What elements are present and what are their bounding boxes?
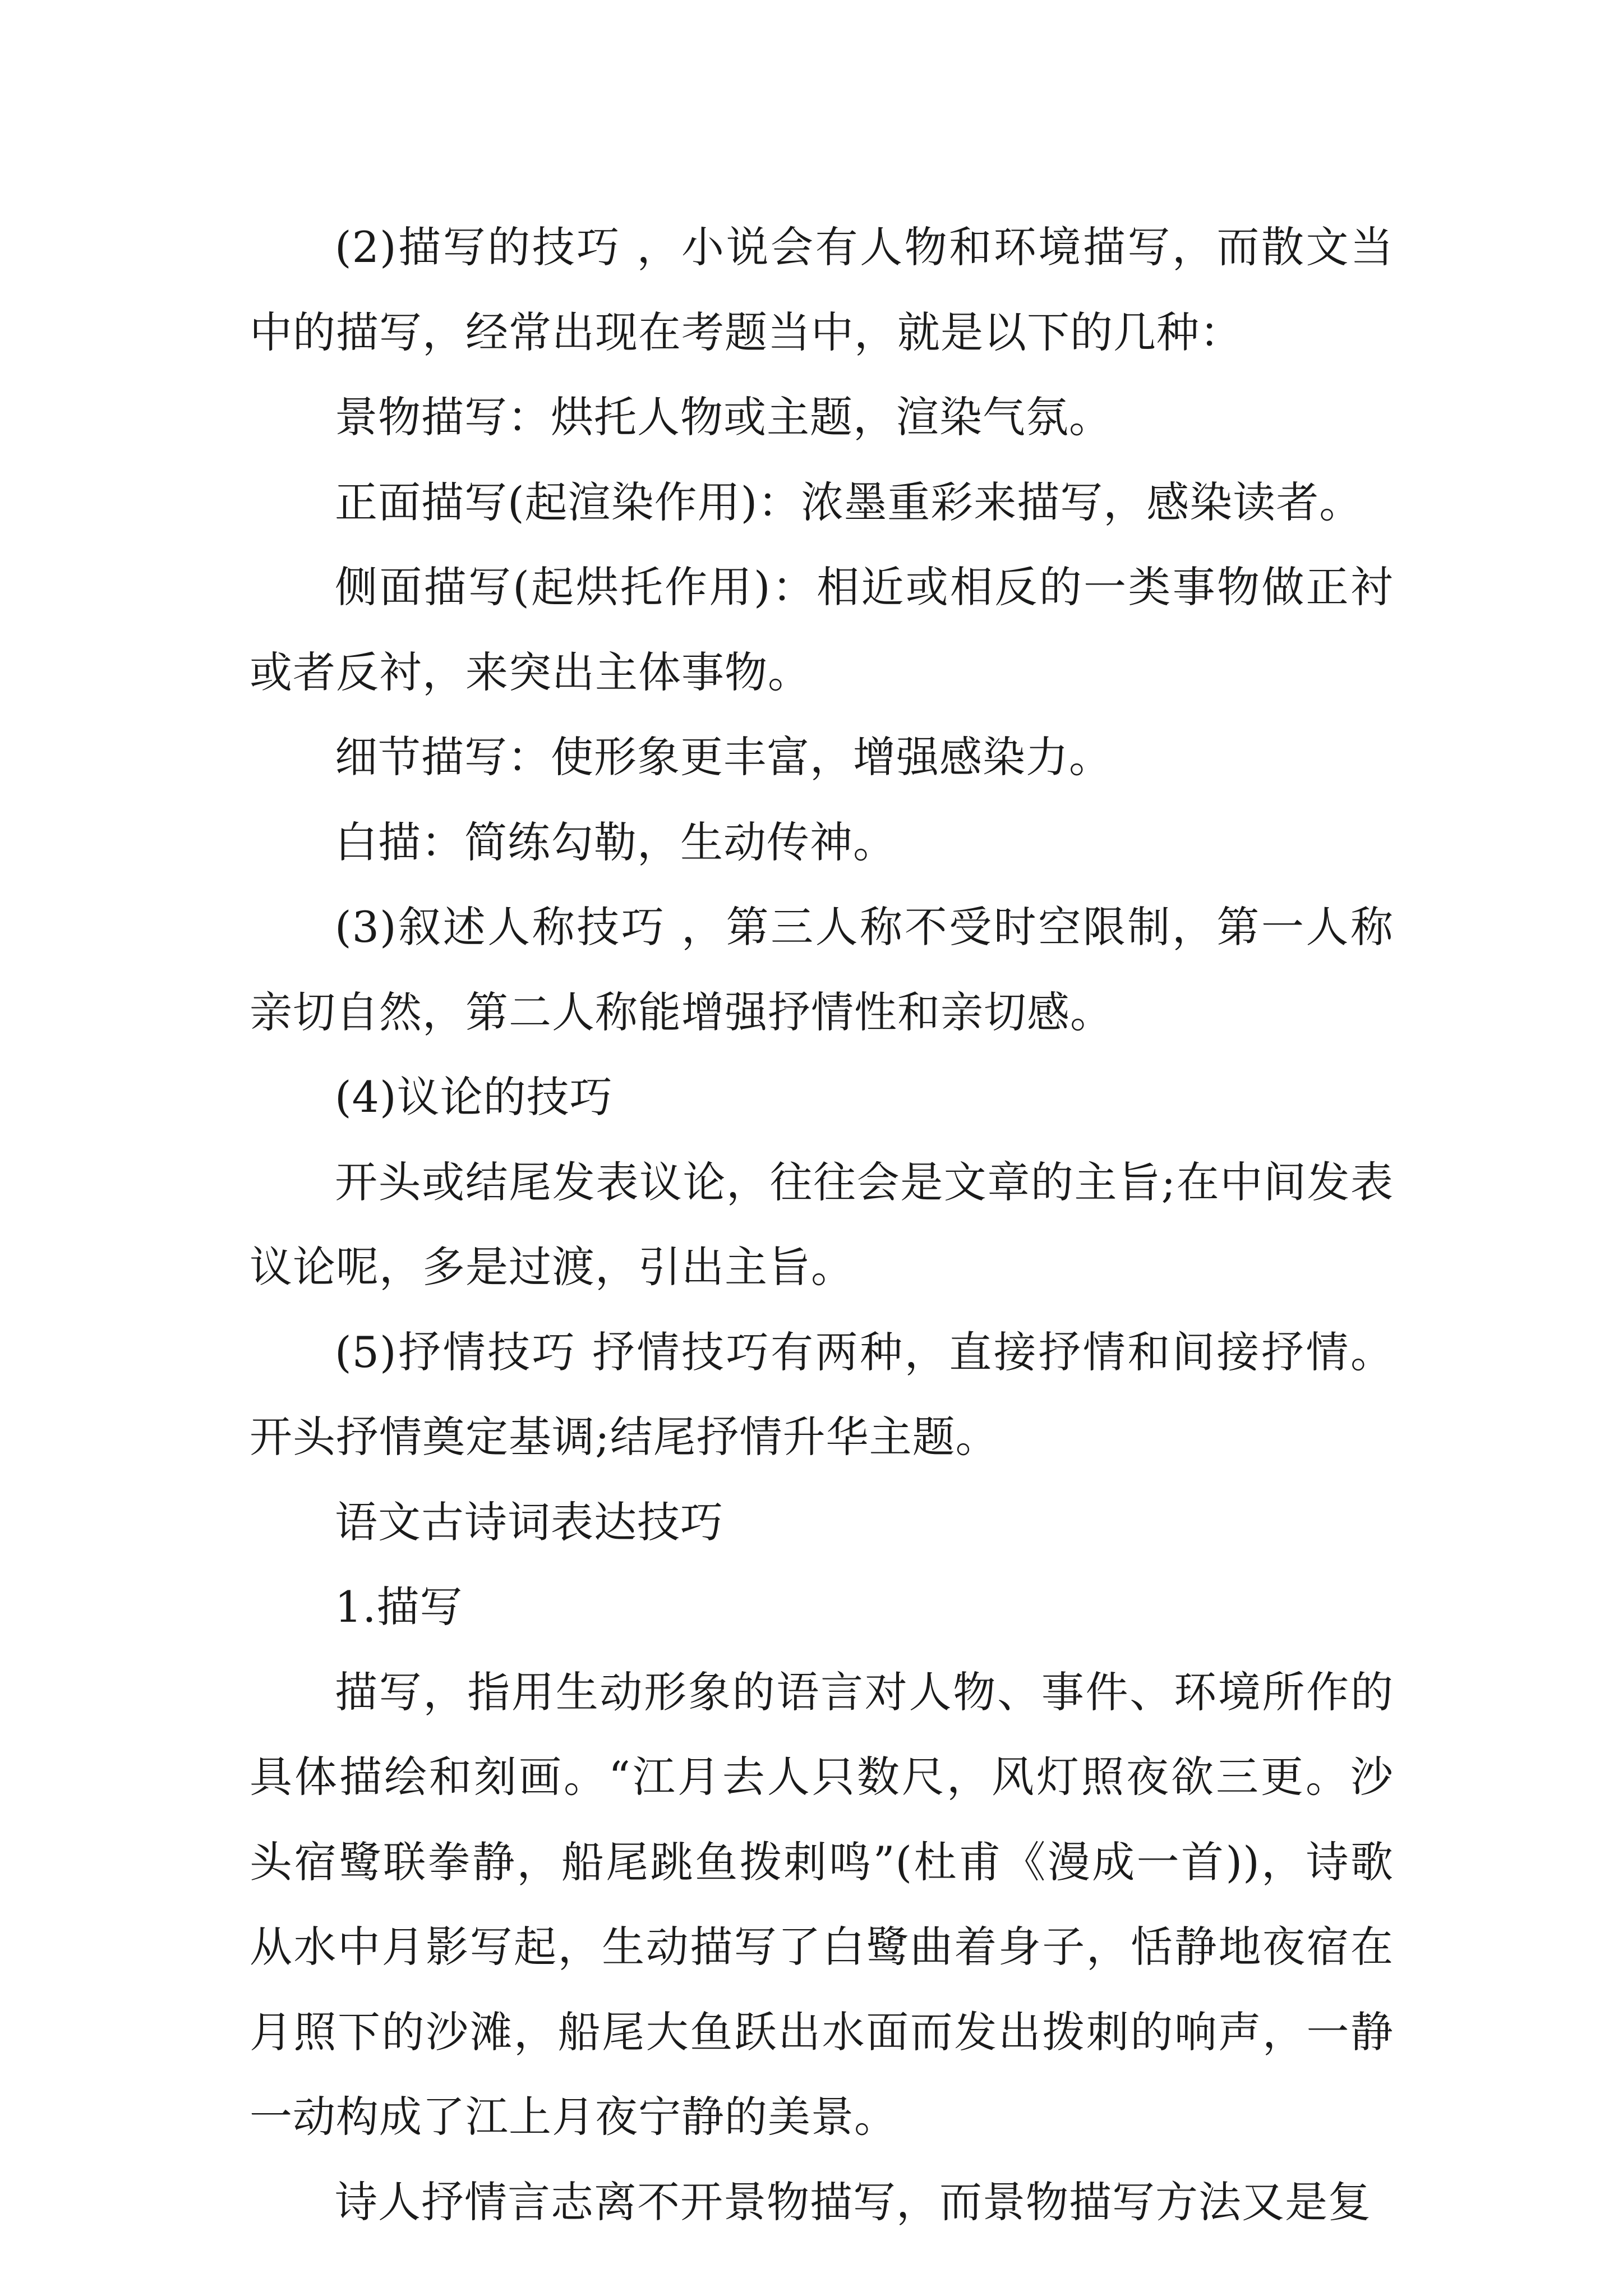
paragraph-description-example: 描写，指用生动形象的语言对人物、事件、环境所作的具体描绘和刻画。“江月去人只数尺，风灯照夜欲三更。沙头宿鹭联拳静，船尾跳鱼拨剌鸣”(杜甫《漫成一首))，诗歌从水中月影写起，生动描写了白鹭曲着身子，恬静地夜宿在月照下的沙滩，船尾大鱼跃出水面而发出拨刺的响声，一静一动构成了江上月夜宁静的美景。 — [250, 1667, 1394, 2142]
paragraph-line-drawing: 白描：简练勾勒，生动传神。 — [335, 817, 896, 867]
section-heading-poetry: 语文古诗词表达技巧 — [335, 1497, 723, 1547]
paragraph-indirect-description: 侧面描写(起烘托作用)：相近或相反的一类事物做正衬或者反衬，来突出主体事物。 — [250, 562, 1394, 697]
paragraph-narrative-person: (3)叙述人称技巧 ，第三人称不受时空限制，第一人称亲切自然，第二人称能增强抒情性和亲切感。 — [250, 902, 1394, 1037]
paragraph-poet-scenery: 诗人抒情言志离不开景物描写，而景物描写方法又是复 — [335, 2177, 1371, 2227]
paragraph-lyric-techniques: (5)抒情技巧 抒情技巧有两种，直接抒情和间接抒情。开头抒情奠定基调;结尾抒情升华主题。 — [250, 1327, 1394, 1462]
paragraph-describing-techniques: (2)描写的技巧 ，小说会有人物和环境描写，而散文当中的描写，经常出现在考题当中，就是以下的几种： — [250, 222, 1394, 357]
paragraph-direct-description: 正面描写(起渲染作用)：浓墨重彩来描写，感染读者。 — [335, 477, 1363, 527]
paragraph-scenery-description: 景物描写：烘托人物或主题，渲染气氛。 — [335, 392, 1112, 442]
subheading-description: 1.描写 — [335, 1582, 463, 1632]
body-text — [250, 205, 1394, 2244]
paragraph-detail-description: 细节描写：使形象更丰富，增强感染力。 — [335, 732, 1112, 782]
paragraph-argument-heading: (4)议论的技巧 — [335, 1072, 613, 1122]
paragraph-argument-body: 开头或结尾发表议论，往往会是文章的主旨;在中间发表议论呢，多是过渡，引出主旨。 — [250, 1157, 1394, 1292]
